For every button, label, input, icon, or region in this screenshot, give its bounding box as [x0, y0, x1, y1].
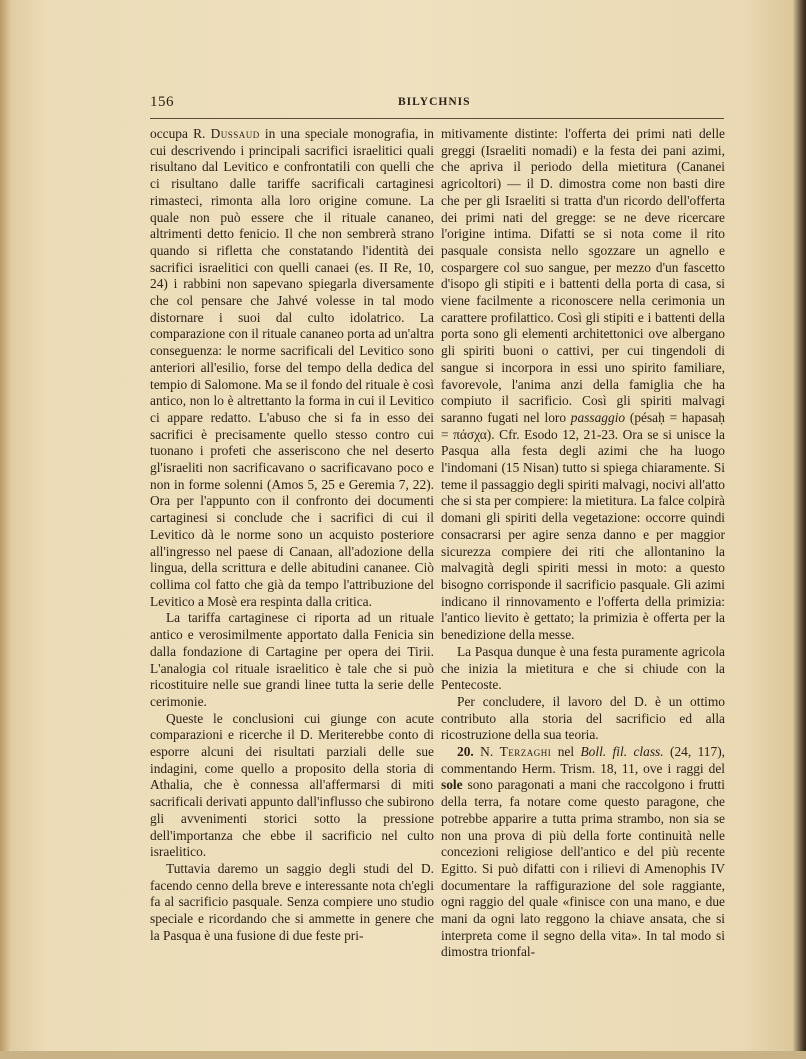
text-run: in una speciale monografia, in cui descrivendo i principali sacrifici israelitici quali risultano dal Levitico e confrontatili con quelli che ci risultano dalle tariffe sacrificali cartaginesi rimasteci, rimonta alla loro origine comune. La quale non può essere che il rituale cananeo, altrimenti detto fenicio. Il che non sembrerà strano quando si rifletta che constatando l'identità dei sacrifici israelitici con quelli canaei (es. II Re, 10, 24) i rabbini non sapevano spiegarla diversamente che col pensare che Jahvé volesse in tal modo distornare i suoi dal culto idolatrico. La comparazione con il rituale cananeo porta ad un'altra conseguenza: le norme sacrificali del Levitico sono anteriori all'esilio, forse del tempo della dedica del tempio di Salomone. Ma se il fondo del rituale è così antico, non lo è altrettanto la forma in cui il Levitico ci appare redatto. L'abuso che si fa in esso dei sacrifici è precisamente quello stesso contro cui tuonano i profeti che asseriscono che nel deserto gl'israeliti non sacrificavano o sacrificavano poco e non in forme solenni (Amos 5, 25 e Geremia 7, 22). Ora per l'appunto con il confronto dei documenti cartaginesi si conclude che i sacrifici di cui il Levitico dà le norme sono un acquisto posteriore all'ingresso nel paese di Canaan, all'adozione della lingua, della scrittura e delle abitudini cananee. Ciò collima col fatto che già da tempo l'attribuzione del Levitico a Mosè era respinta dalla critica.: [150, 126, 434, 609]
text-run: nel: [551, 744, 581, 760]
bold-term: sole: [441, 777, 463, 793]
text-run: (pésaḥ = hapasaḥ = πάσχα). Cfr. Esodo 12, 21-23. Ora se si unisce la Pasqua alla festa degli azimi che ha luogo l'indomani (15 Nisan) tutto si spiega chiaramente. Si teme il passaggio degli spiriti malvagi, nocivi all'atto che si sta per compiere: la mietitura. La falce colpirà domani gli spiriti della vegetazione: occorre quindi consacrarsi per agire senza danno e per maggior sicurezza compiere dei riti che allontanino la malvagità degli spiriti messi in moto: a questo bisogno corrisponde il sacrificio pasquale. Gli azimi indicano il rinnovamento e l'offerta della primizia: l'antico lievito è gettato; la primizia è offerta per la benedizione della messe.: [441, 409, 725, 643]
item-number: 20.: [457, 744, 474, 760]
running-title: BILYCHNIS: [398, 96, 471, 108]
left-paragraph-1: [150, 126, 434, 610]
right-paragraph-4: [441, 744, 725, 961]
right-column: [441, 126, 725, 961]
page-header: [150, 94, 724, 116]
author-name: Terzaghi: [499, 744, 552, 760]
text-run: sono paragonati a mani che raccolgono i frutti della terra, fa notare come questo paragone, che potrebbe apparire a tutta prima strambo, non sia se non una prova di più della forte continuità nelle concezioni religiose dell'antico e del più recente Egitto. Si può difatti con i rilievi di Amenophis IV documentare la raffigurazione del sole raggiante, ogni raggio del quale «finisce con una mano, e due mani da ogni lato reggono la chiave ansata, che si interpreta come il segno della vita». In tal modo si dimostra trionfal-: [441, 777, 725, 960]
text-run: mitivamente distinte: l'offerta dei primi nati delle greggi (Israeliti nomadi) e la festa dei pani azimi, che apriva il periodo della mietitura (Cananei agricoltori) — il D. dimostra come non basti dire che per gli Israeliti si tratta d'un ricordo dell'offerta dei primi nati del gregge: se ne deve ricercare l'origine intima. Difatti se si nota come il rito pasquale consista nello sgozzare un agnello e cospargere col suo sangue, per mezzo d'un fascetto d'isopo gli stipiti e i battenti della porta di casa, si viene facilmente a riconoscere nella cerimonia un carattere profilattico. Così gli stipiti e i battenti della porta sono gli elementi architettonici ove albergano gli spiriti buoni o cattivi, per cui tingendoli di sangue si incorpora in essi uno spirito familiare, favorevole, l'anima anzi della famiglia che ha compiuto il sacrificio. Così gli spiriti malvagi saranno fugati nel loro: [441, 126, 725, 425]
header-rule: [150, 118, 724, 119]
left-paragraph-4: Tuttavia daremo un saggio degli studi del D. facendo cenno della breve e interessante nota ch'egli fa al sacrificio pasquale. Senza compiere uno studio speciale e ricordando che si ammette in genere che la Pasqua è una fusione di due feste pri-: [150, 860, 434, 943]
author-name: Dussaud: [210, 126, 260, 141]
italic-term: passaggio: [570, 409, 626, 425]
right-paragraph-3: Per concludere, il lavoro del D. è un ottimo contributo alla storia del sacrificio ed alla ricostruzione della sua teoria.: [441, 693, 725, 743]
left-paragraph-3: Queste le conclusioni cui giunge con acute comparazioni e ricerche il D. Meriterebbe conto di esporre alcuni dei risultati parziali delle sue indagini, come quello a proposito della storia di Athalia, che è connessa all'affermarsi di miti sacrificali derivati appunto dall'influsso che subirono gli avvenimenti storici sotto la pressione dell'importanza che ebbe il sacrificio nel culto israelitico.: [150, 710, 434, 860]
text-run: N.: [473, 744, 500, 760]
page-bottom-edge: [0, 1051, 806, 1059]
right-paragraph-1: [441, 126, 725, 644]
text-run: (24, 117), commentando Herm. Trism. 18, 11, ove i raggi del: [441, 744, 726, 776]
left-paragraph-2: La tariffa cartaginese ci riporta ad un rituale antico e verosimilmente apportato dalla Fenicia sin dalla fondazione di Cartagine per opera dei Tirii. L'analogia col rituale israelitico è tale che si può ricostituire nelle sue grandi linee tutta la serie delle cerimonie.: [150, 610, 434, 709]
page-number: 156: [150, 94, 174, 110]
left-column: [150, 126, 434, 944]
page-left-edge: [0, 0, 10, 1059]
right-paragraph-2: La Pasqua dunque è una festa puramente agricola che inizia la mietitura e che si chiude con la Pentecoste.: [441, 643, 725, 693]
text-run: occupa R.: [150, 126, 211, 141]
page-right-edge: [792, 0, 806, 1059]
journal-title: Boll. fil. class.: [580, 744, 664, 760]
